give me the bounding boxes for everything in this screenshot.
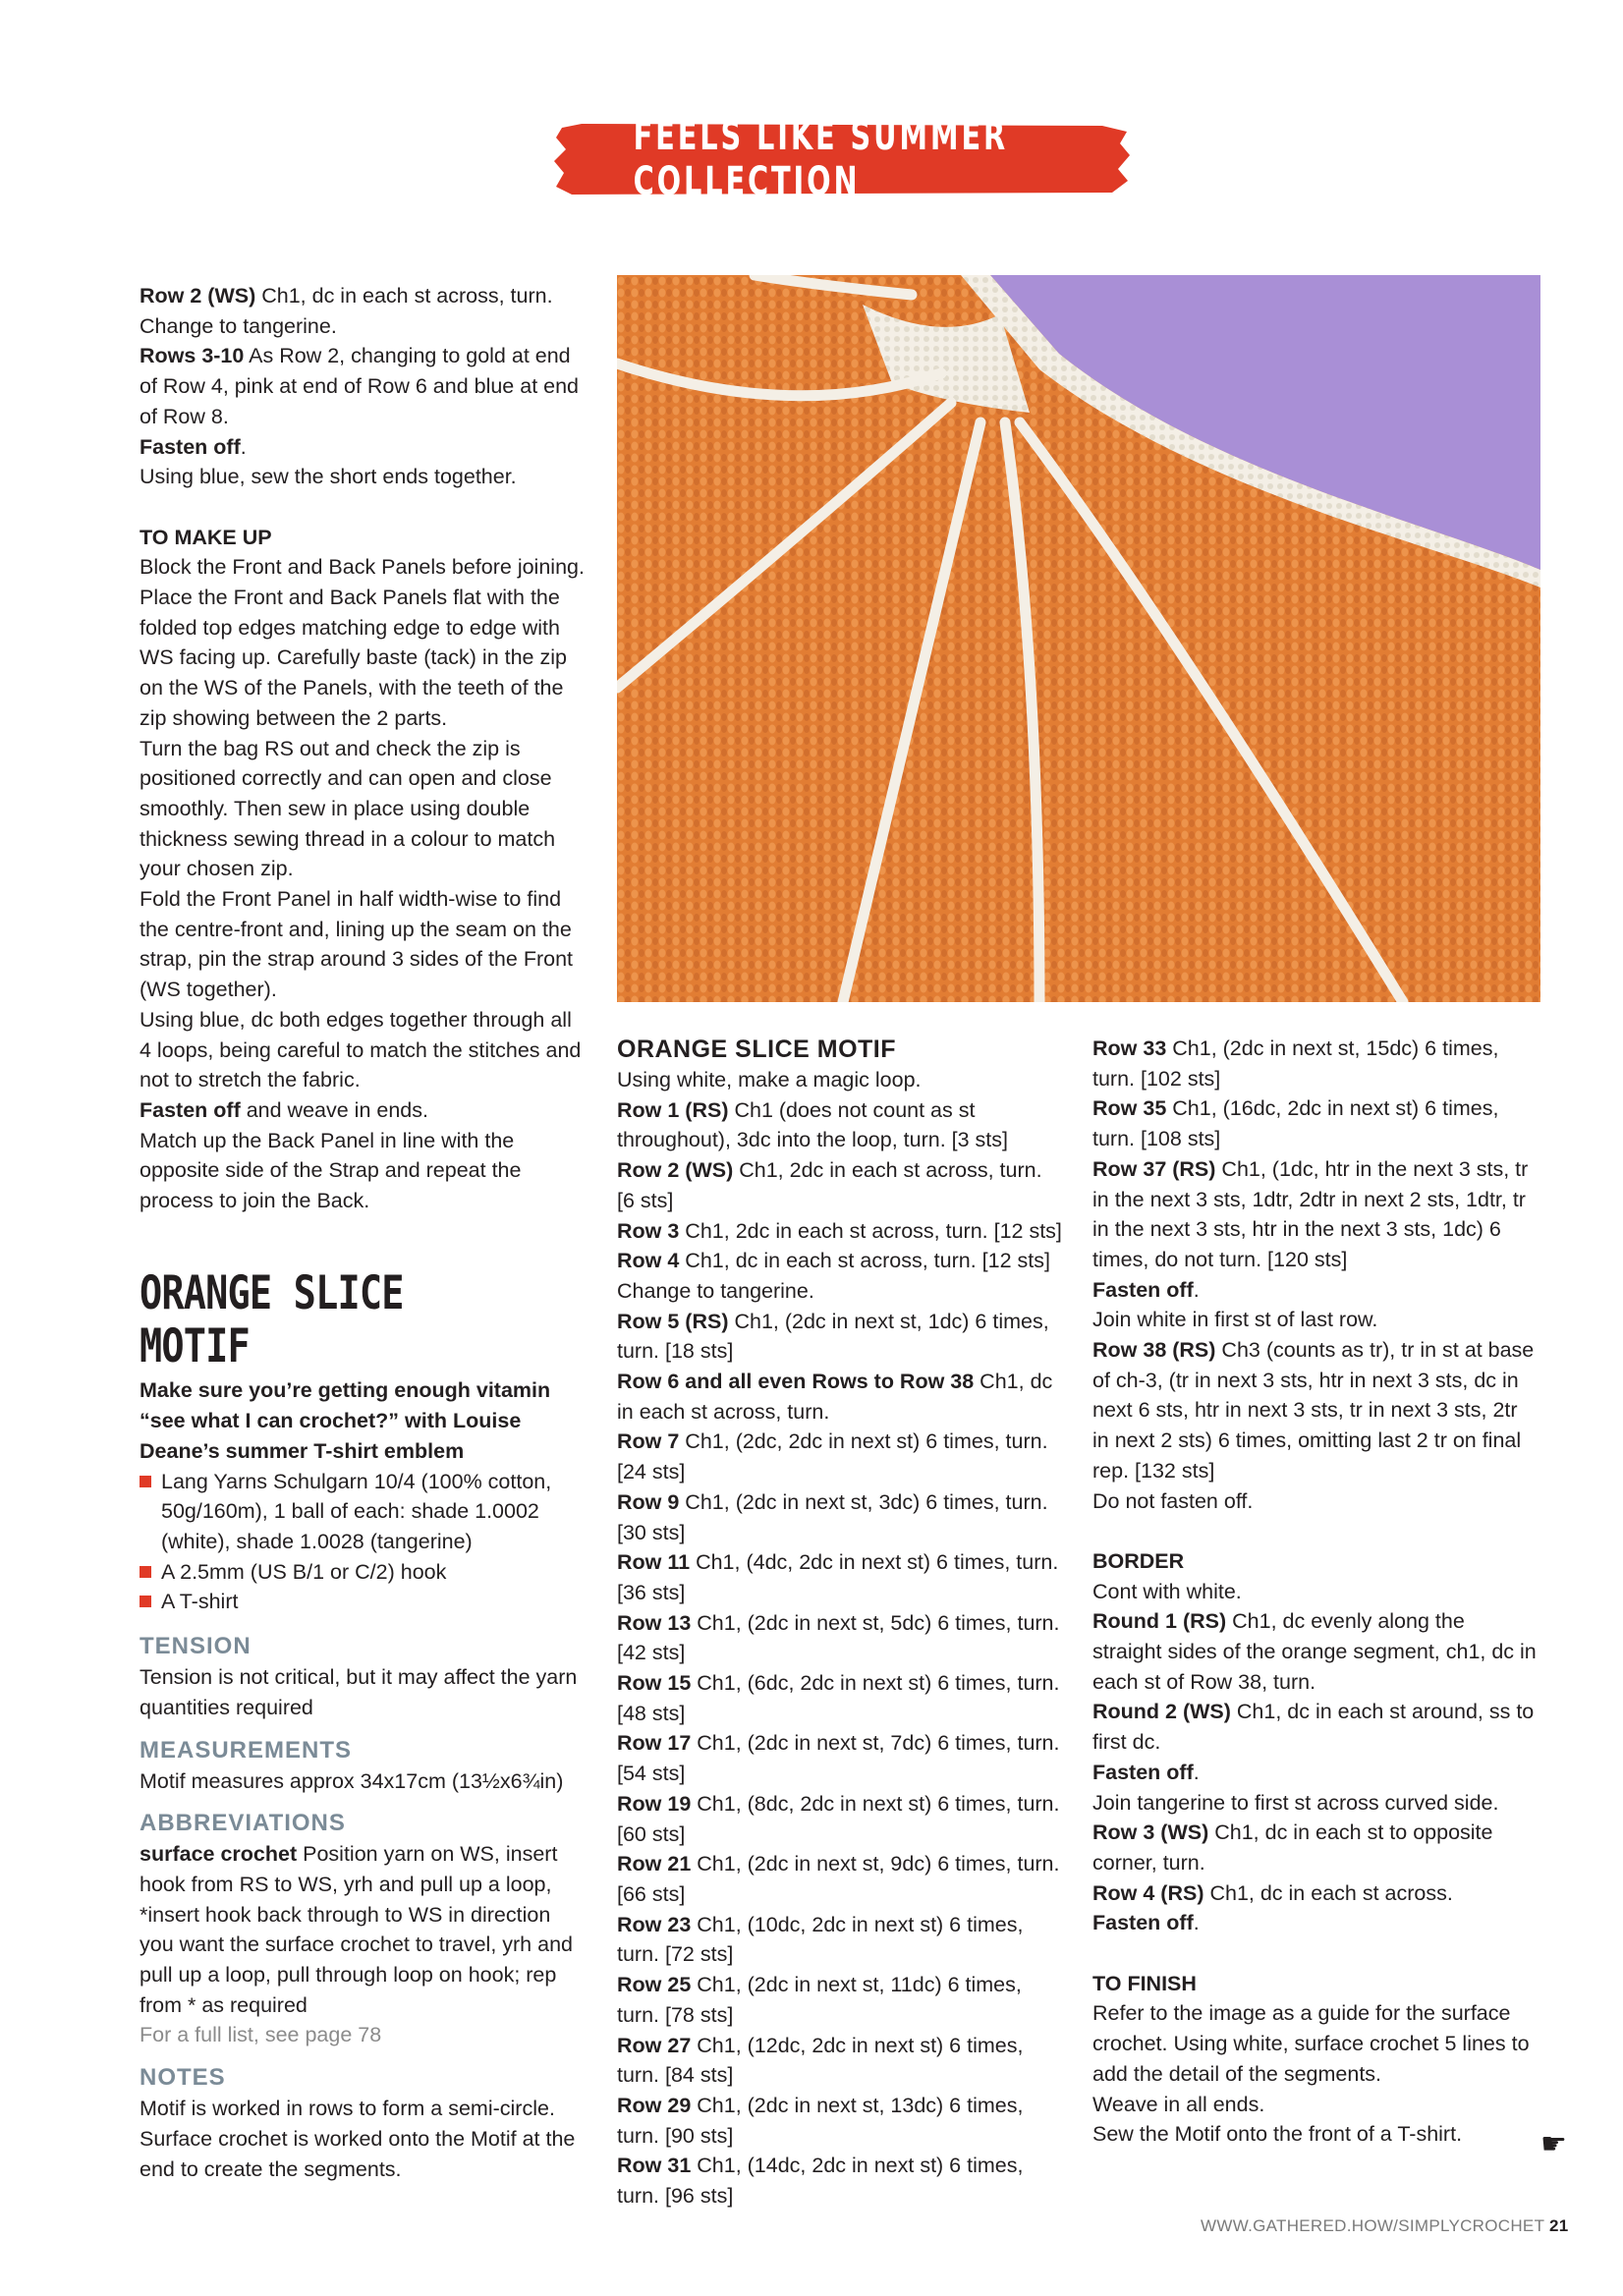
pattern-row: Row 1 (RS) Ch1 (does not count as st throughout), 3dc into the loop, turn. [3 sts] xyxy=(617,1097,1008,1152)
pattern-row: Row 7 Ch1, (2dc, 2dc in next st) 6 times, turn. [24 sts] xyxy=(617,1429,1048,1484)
pattern-row: Row 31 Ch1, (14dc, 2dc in next st) 6 times, turn. [96 sts] xyxy=(617,2154,1024,2209)
pattern-row: Row 5 (RS) Ch1, (2dc in next st, 1dc) 6 times, turn. [18 sts] xyxy=(617,1309,1049,1364)
pattern-row: Row 9 Ch1, (2dc in next st, 3dc) 6 times, turn. [30 sts] xyxy=(617,1489,1048,1544)
border-heading: BORDER xyxy=(1092,1548,1185,1573)
collection-banner xyxy=(552,114,1132,204)
page-number: 21 xyxy=(1548,2216,1569,2235)
left-column xyxy=(140,281,587,2184)
pattern-row: Row 27 Ch1, (12dc, 2dc in next st) 6 times, turn. [84 sts] xyxy=(617,2033,1024,2088)
pattern-row: Row 13 Ch1, (2dc in next st, 5dc) 6 times, turn. [42 sts] xyxy=(617,1610,1060,1665)
sew-paragraph: Using blue, sew the short ends together. xyxy=(140,465,517,489)
pattern-row: Row 17 Ch1, (2dc in next st, 7dc) 6 times, turn. [54 sts] xyxy=(617,1731,1060,1786)
pattern-row: Row 11 Ch1, (4dc, 2dc in next st) 6 times, turn. [36 sts] xyxy=(617,1550,1059,1604)
middle-column xyxy=(617,1034,1064,2212)
banner-title: FEELS LIKE SUMMER COLLECTION xyxy=(633,114,1009,204)
material-item: Lang Yarns Schulgarn 10/4 (100% cotton, 50g/160m), 1 ball of each: shade 1.0002 (white), shade 1.0028 (tangerine) xyxy=(140,1467,587,1557)
pattern-row: Row 29 Ch1, (2dc in next st, 13dc) 6 times, turn. [90 sts] xyxy=(617,2093,1024,2148)
pattern-row: Row 35 Ch1, (16dc, 2dc in next st) 6 times, turn. [108 sts] xyxy=(1092,1096,1499,1151)
pointing-hand-icon: ☛ xyxy=(1540,2128,1567,2160)
finish-heading: TO FINISH xyxy=(1092,1971,1197,1995)
materials-list xyxy=(140,1467,587,1618)
finish-paragraph-1: Refer to the image as a guide for the surface crochet. Using white, surface crochet 5 lines to add the detail of the segments. xyxy=(1092,2001,1530,2086)
fasten2-text: and weave in ends. xyxy=(240,1097,428,1122)
no-fasten-line: Do not fasten off. xyxy=(1092,1488,1254,1513)
tension-heading: TENSION xyxy=(140,1633,252,1660)
fasten-off-line: Fasten off. xyxy=(1092,1277,1200,1302)
abbreviations-heading: ABBREVIATIONS xyxy=(140,1810,346,1837)
finish-paragraph-2: Weave in all ends. xyxy=(1092,2092,1265,2116)
pattern-row: Row 23 Ch1, (10dc, 2dc in next st) 6 times, turn. [72 sts] xyxy=(617,1912,1024,1967)
pattern-row: Row 37 (RS) Ch1, (1dc, htr in the next 3 sts, tr in the next 3 sts, 1dtr, 2dtr in next 2 sts, 1dtr, tr in the next 3 sts, htr in the next 3 sts, 1dc) 6 times, do not turn. [120 sts] xyxy=(1092,1156,1529,1271)
fasten-off-line: Fasten off. xyxy=(1092,1760,1200,1784)
measurements-text: Motif measures approx 34x17cm (13½x6¾in) xyxy=(140,1768,564,1793)
pattern-row: Row 2 (WS) Ch1, 2dc in each st across, turn. [6 sts] xyxy=(617,1158,1042,1212)
bullet-icon xyxy=(140,1566,151,1578)
bullet-icon xyxy=(140,1596,151,1607)
pattern-row: Round 2 (WS) Ch1, dc in each st around, ss to first dc. xyxy=(1092,1700,1535,1755)
intro-text: Make sure you’re getting enough vitamin “see what I can crochet?” with Louise Deane’s summer T-shirt emblem xyxy=(140,1378,551,1463)
measurements-heading: MEASUREMENTS xyxy=(140,1736,353,1764)
abbreviation-definition: Position yarn on WS, insert hook from RS to WS, yrh and pull up a loop, *insert hook back through to WS in direction you want the surface crochet to travel, yrh and pull up a loop, pull through loop on hook; rep from * as required xyxy=(140,1842,573,2017)
abbreviations-link[interactable]: For a full list, see page 78 xyxy=(140,2023,382,2047)
pattern-row: Round 1 (RS) Ch1, dc evenly along the straight sides of the orange segment, ch1, dc in each st of Row 38, turn. xyxy=(1092,1609,1537,1694)
makeup-paragraph-3: Fold the Front Panel in half width-wise to find the centre-front and, lining up the seam on the strap, pin the strap around 3 sides of the Front (WS together). xyxy=(140,887,574,1002)
material-item: A 2.5mm (US B/1 or C/2) hook xyxy=(140,1557,587,1588)
pattern-row: Row 3 (WS) Ch1, dc in each st to opposite corner, turn. xyxy=(1092,1820,1493,1875)
pattern-row: Row 3 Ch1, 2dc in each st across, turn. [12 sts] xyxy=(617,1218,1062,1243)
page-footer xyxy=(1201,2216,1569,2236)
pattern-row: Row 33 Ch1, (2dc in next st, 15dc) 6 times, turn. [102 sts] xyxy=(1092,1036,1499,1091)
pattern-row: Row 15 Ch1, (6dc, 2dc in next st) 6 times, turn. [48 sts] xyxy=(617,1671,1060,1725)
fasten-off-line: Fasten off. xyxy=(1092,1911,1200,1935)
motif-photo xyxy=(617,275,1540,1002)
border-intro: Cont with white. xyxy=(1092,1579,1242,1603)
row2-paragraph xyxy=(140,281,587,341)
footer-url[interactable]: WWW.GATHERED.HOW/SIMPLYCROCHET xyxy=(1201,2216,1544,2235)
pattern-row: Row 19 Ch1, (8dc, 2dc in next st) 6 times, turn. [60 sts] xyxy=(617,1791,1060,1846)
finish-paragraph-3: Sew the Motif onto the front of a T-shirt. xyxy=(1092,2122,1463,2147)
pattern-row: Row 6 and all even Rows to Row 38 Ch1, dc in each st across, turn. xyxy=(617,1370,1053,1424)
rows3-label: Rows 3-10 xyxy=(140,344,245,368)
notes-text: Motif is worked in rows to form a semi-circle. Surface crochet is worked onto the Motif at the end to create the segments. xyxy=(140,2097,576,2181)
tension-text: Tension is not critical, but it may affect the yarn quantities required xyxy=(140,1665,578,1719)
pattern-row: Row 4 (RS) Ch1, dc in each st across. xyxy=(1092,1880,1453,1905)
makeup-paragraph-5: Match up the Back Panel in line with the opposite side of the Strap and repeat the process to join the Back. xyxy=(140,1128,522,1213)
rows3-paragraph xyxy=(140,341,587,431)
makeup-paragraph-4: Using blue, dc both edges together through all 4 loops, being careful to match the stitches and not to stretch the fabric. xyxy=(140,1007,582,1092)
abbreviation-entry xyxy=(140,1839,587,2020)
makeup-paragraph-1: Block the Front and Back Panels before joining. Place the Front and Back Panels flat with the folded top edges matching edge to edge with WS facing up. Carefully baste (tack) in the zip on the WS of the Panels, with the teeth of the zip showing between the 2 parts. xyxy=(140,555,585,730)
fasten-paragraph: Fasten off. xyxy=(140,434,247,459)
makeup-heading: TO MAKE UP xyxy=(140,525,272,549)
join-white-line: Join white in first st of last row. xyxy=(1092,1308,1378,1332)
rows3-text: As Row 2, changing to gold at end of Row 4, pink at end of Row 6 and blue at end of Row 8. xyxy=(140,344,580,428)
abbreviation-term: surface crochet xyxy=(140,1842,298,1867)
fasten-label: Fasten off xyxy=(140,434,241,459)
fasten2-paragraph xyxy=(140,1095,587,1126)
pattern-row: Row 25 Ch1, (2dc in next st, 11dc) 6 times, turn. [78 sts] xyxy=(617,1973,1022,2027)
notes-heading: NOTES xyxy=(140,2064,226,2092)
pattern-intro: Using white, make a magic loop. xyxy=(617,1068,922,1092)
pattern-row: Row 38 (RS) Ch3 (counts as tr), tr in st at base of ch-3, (tr in next 3 sts, htr in next 3 sts, dc in next 6 sts, htr in next 3 sts, tr in next 3 sts, 2tr in next 2 sts) 6 times, omitting last 2 tr on final rep. [132 sts] xyxy=(1092,1338,1535,1483)
motif-title: ORANGE SLICE MOTIF xyxy=(140,1266,404,1374)
join-tangerine-line: Join tangerine to first st across curved side. xyxy=(1092,1790,1499,1815)
fasten2-label: Fasten off xyxy=(140,1097,241,1122)
makeup-paragraph-2: Turn the bag RS out and check the zip is positioned correctly and can open and close smoothly. Then sew in place using double thickness sewing thread in a colour to match your chosen zip. xyxy=(140,736,556,881)
material-item: A T-shirt xyxy=(140,1587,587,1617)
row2-text: Ch1, dc in each st across, turn. Change to tangerine. xyxy=(140,284,553,338)
pattern-row: Row 4 Ch1, dc in each st across, turn. [12 sts] Change to tangerine. xyxy=(617,1249,1050,1303)
intro-standfirst xyxy=(140,1375,587,1466)
row2-label: Row 2 (WS) xyxy=(140,284,256,308)
pattern-heading: ORANGE SLICE MOTIF xyxy=(617,1036,896,1063)
right-column xyxy=(1092,1034,1539,2150)
bullet-icon xyxy=(140,1476,151,1487)
pattern-row: Row 21 Ch1, (2dc in next st, 9dc) 6 times, turn. [66 sts] xyxy=(617,1852,1060,1906)
